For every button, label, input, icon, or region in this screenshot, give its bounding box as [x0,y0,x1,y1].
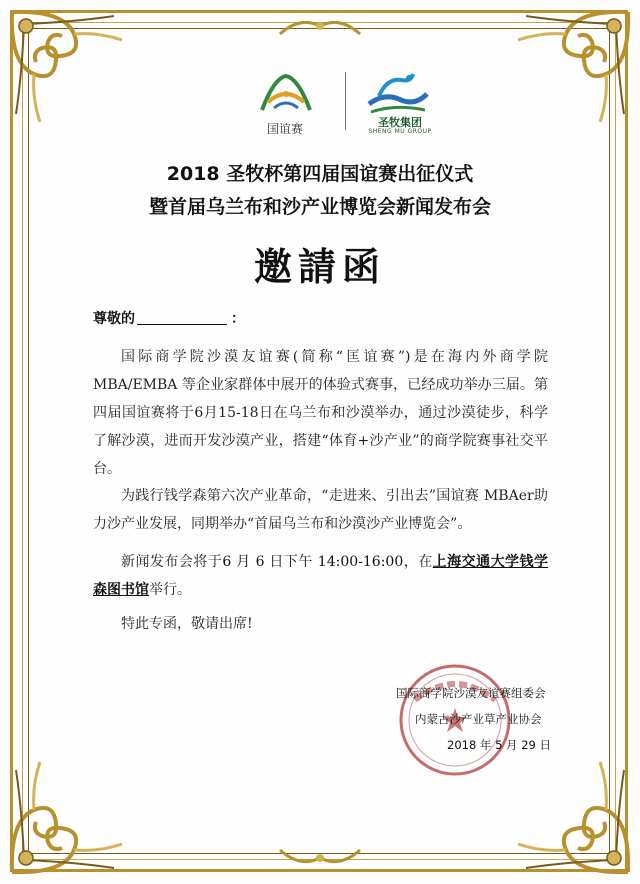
corner-ornament-top-left [4,4,134,134]
greeting-suffix: ： [231,311,245,327]
event-title-line-2: 暨首届乌兰布和沙产业博览会新闻发布会 [148,196,491,218]
paragraph-closing: 特此专函，敬请出席! [121,616,253,632]
press-text-mid: ，在 [403,554,433,570]
letter-date: 2018 年 5 月 29 日 [447,738,551,752]
paragraph-introduction: 国际商学院沙漠友谊赛(简称“匡谊赛”)是在海内外商学院MBA/EMBA 等企业家群体中展开的体验式赛事，已经成功举办三届。第四届国谊赛将于6月15-18日在乌兰布和沙漠举办，通过沙漠徒步，科学了解沙漠，进而开发沙漠产业，搭建“体育+沙产业”的商学院赛事社交平台。 [93,349,548,477]
shengmu-group-logo [355,70,445,140]
invitation-heading: 邀請函 [253,244,386,289]
shengmu-emblem-icon [365,70,431,116]
guoyisai-emblem-icon [254,72,318,116]
recipient-blank-line [137,324,227,325]
event-title-line-1: 2018 圣牧杯第四届国谊赛出征仪式 [166,163,474,185]
guoyisai-logo-caption: 国谊赛 [266,122,303,136]
press-text-before: 新闻发布会将于 [121,554,223,570]
logo-divider [345,72,346,130]
press-text-after: 举行。 [149,582,191,598]
corner-ornament-bottom-left [4,750,134,880]
organizer-committee: 国际商学院沙漠友谊赛组委会 [396,686,546,700]
bottom-center-ornament [275,846,365,870]
shengmu-logo-caption-en: SHENG MU GROUP [368,128,432,135]
press-time: 6 月 6 日下午 14:00-16:00 [222,554,404,570]
top-center-ornament [275,14,365,38]
corner-ornament-top-right [506,4,636,134]
shengmu-logo-caption: 圣牧集团 [378,116,422,129]
guoyisai-logo [230,70,340,140]
paragraph-press-conference [93,548,548,604]
organizer-association: 内蒙古沙产业草产业协会 [415,712,542,726]
greeting [93,308,245,328]
corner-ornament-bottom-right [506,750,636,880]
paragraph-expo: 为践行钱学森第六次产业革命，“走进来、引出去”国谊赛 MBAer助力沙产业发展，同期举办“首届乌兰布和沙漠沙产业博览会”。 [93,488,548,532]
press-venue: 上海交通大学钱学森图书馆 [93,554,549,598]
greeting-prefix: 尊敬的 [93,311,135,327]
